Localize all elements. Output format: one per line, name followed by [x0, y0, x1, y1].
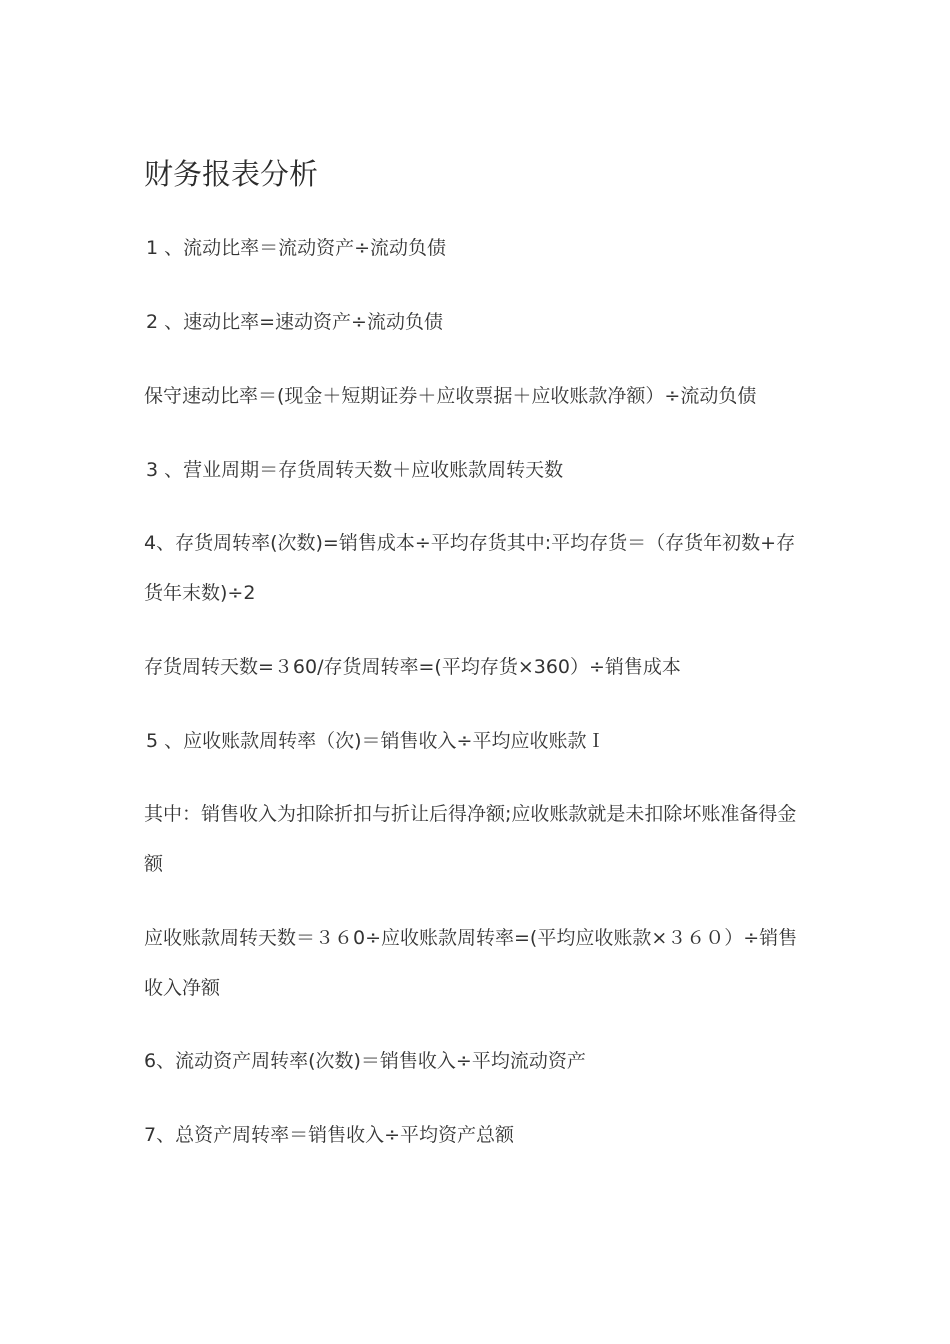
formula-quick-ratio: 2 、速动比率=速动资产÷流动负债 [146, 311, 443, 333]
formula-conservative-quick-ratio: 保守速动比率＝(现金＋短期证券＋应收票据＋应收账款净额）÷流动负债 [144, 385, 757, 407]
formula-current-ratio: 1 、流动比率＝流动资产÷流动负债 [146, 237, 447, 259]
formula-inventory-turnover-days: 存货周转天数=３60/存货周转率=(平均存货×360）÷销售成本 [144, 656, 681, 678]
formula-receivables-turnover: 5 、应收账款周转率（次)＝销售收入÷平均应收账款Ｉ [146, 730, 606, 752]
document-title: 财务报表分析 [144, 157, 319, 191]
formula-receivables-turnover-days: 应收账款周转天数＝３６0÷应收账款周转率=(平均应收账款×３６０）÷销售 [144, 927, 798, 949]
formula-inventory-turnover-cont: 货年末数)÷2 [144, 582, 256, 604]
formula-inventory-turnover: 4、存货周转率(次数)=销售成本÷平均存货其中:平均存货＝（存货年初数+存 [144, 532, 796, 554]
formula-current-asset-turnover: 6、流动资产周转率(次数)＝销售收入÷平均流动资产 [144, 1050, 586, 1072]
note-receivables-cont: 额 [144, 853, 164, 875]
formula-total-asset-turnover: 7、总资产周转率＝销售收入÷平均资产总额 [144, 1124, 515, 1146]
formula-operating-cycle: 3 、营业周期＝存货周转天数＋应收账款周转天数 [146, 459, 564, 481]
note-receivables: 其中：销售收入为扣除折扣与折让后得净额;应收账款就是未扣除坏账准备得金 [144, 803, 797, 825]
formula-receivables-turnover-days-cont: 收入净额 [144, 977, 221, 999]
